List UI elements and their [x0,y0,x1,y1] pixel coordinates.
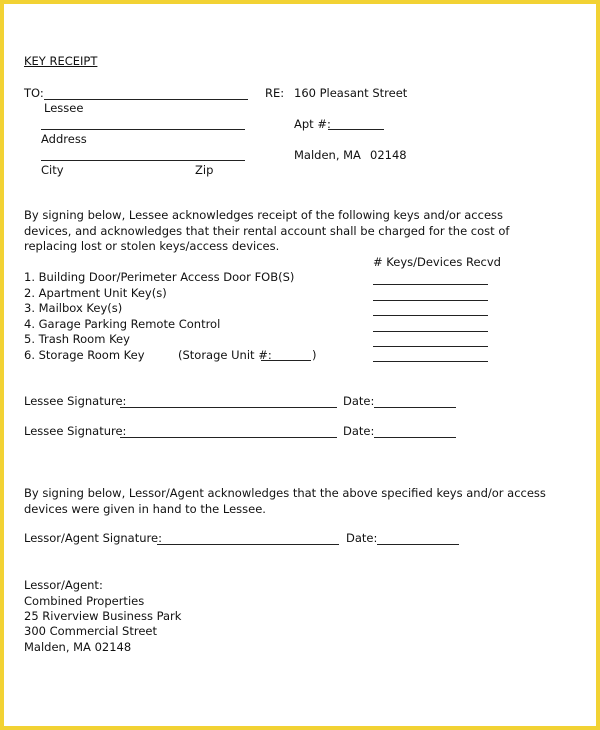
lessor-acknowledgement: By signing below, Lessor/Agent acknowledges that the above specified keys and/or access devices were given in hand to the Lessee. [24,486,546,516]
key-item-3: 3. Mailbox Key(s) [24,301,123,315]
apt-label: Apt #: [294,117,331,131]
lessee-name-line[interactable] [44,98,248,100]
lessee-signature-line-2[interactable] [120,436,337,438]
lessor-address-2: 300 Commercial Street [24,624,157,638]
lessor-company: Combined Properties [24,594,145,608]
key-count-line-5[interactable] [373,345,488,347]
lessor-signature-line[interactable] [157,543,339,545]
lessee-label: Lessee [44,101,84,115]
storage-unit-line[interactable] [261,359,311,361]
address-line[interactable] [41,128,245,130]
keys-header: # Keys/Devices Recvd [373,255,501,269]
lessor-city: Malden, MA 02148 [24,640,132,654]
address-label: Address [41,132,87,146]
re-label: RE: [265,86,285,100]
lessee-signature-label-1: Lessee Signature: [24,394,127,408]
date-line-2[interactable] [374,436,456,438]
city-label: City [41,163,64,177]
date-line-1[interactable] [374,406,456,408]
document-title: KEY RECEIPT [24,54,98,68]
key-item-4: 4. Garage Parking Remote Control [24,317,221,331]
key-count-line-1[interactable] [373,283,488,285]
key-count-line-2[interactable] [373,299,488,301]
apt-number-line[interactable] [328,128,384,130]
lessor-agent-label: Lessor/Agent: [24,578,103,592]
lessee-signature-label-2: Lessee Signature: [24,424,127,438]
key-count-line-4[interactable] [373,330,488,332]
lessee-signature-line-1[interactable] [120,406,337,408]
key-item-1: 1. Building Door/Perimeter Access Door FOB(S) [24,270,295,284]
key-item-5: 5. Trash Room Key [24,332,130,346]
storage-unit-close: ) [312,348,317,362]
key-item-6: 6. Storage Room Key [24,348,145,362]
lessor-address-1: 25 Riverview Business Park [24,609,182,623]
lessee-acknowledgement: By signing below, Lessee acknowledges receipt of the following keys and/or access devices, and acknowledges that their rental account shall be charged for the cost of replacing lost or stolen keys/access devices. [24,208,510,253]
key-item-2: 2. Apartment Unit Key(s) [24,286,167,300]
re-zip: 02148 [370,148,407,162]
lessor-date-label: Date: [346,531,378,545]
to-label: TO: [24,86,44,100]
key-count-line-3[interactable] [373,314,488,316]
re-city-state: Malden, MA [294,148,361,162]
city-zip-line[interactable] [41,159,245,161]
document-page [4,4,596,726]
storage-unit-label: (Storage Unit #: [178,348,272,362]
lessor-signature-label: Lessor/Agent Signature: [24,531,162,545]
key-count-line-6[interactable] [373,360,488,362]
date-label-2: Date: [343,424,375,438]
date-label-1: Date: [343,394,375,408]
zip-label: Zip [195,163,214,177]
re-street: 160 Pleasant Street [294,86,408,100]
lessor-date-line[interactable] [377,543,459,545]
